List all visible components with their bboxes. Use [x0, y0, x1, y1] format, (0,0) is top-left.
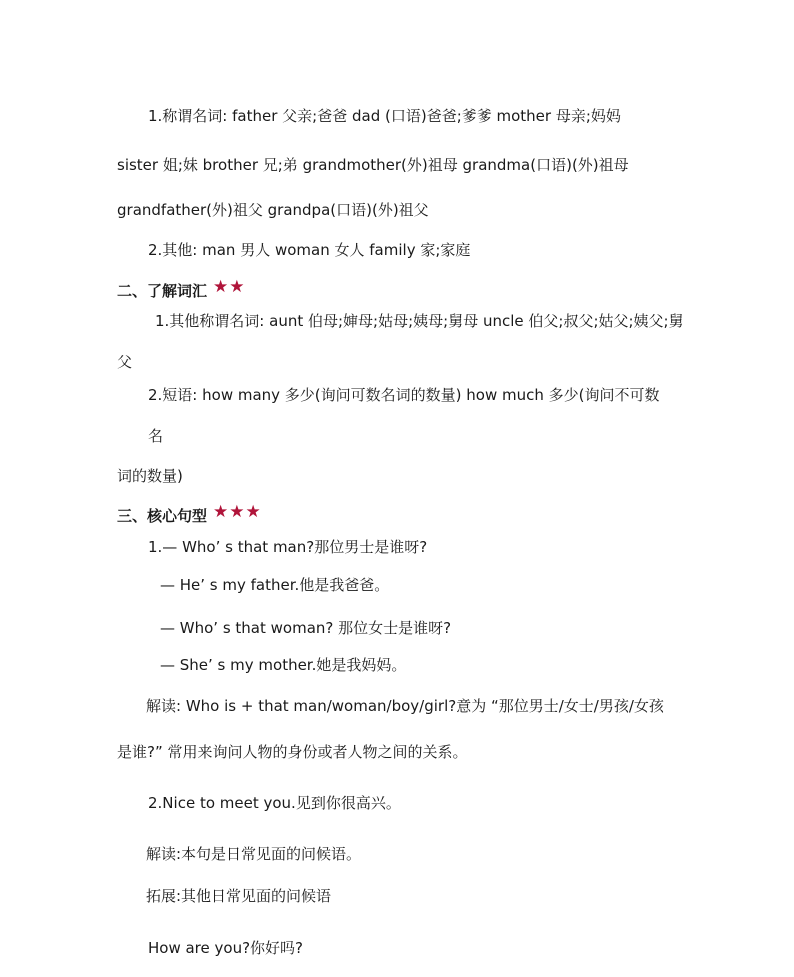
text-line: 1.— Who’ s that man?那位男士是谁呀?	[148, 538, 428, 556]
text-line: 1.其他称谓名词: aunt 伯母;婶母;姑母;姨母;舅母 uncle 伯父;叔父;姑父;姨父;舅	[155, 312, 684, 330]
text-line: — Who’ s that woman? 那位女士是谁呀?	[160, 619, 452, 637]
text-line: 解读: Who is + that man/woman/boy/girl?意为 “那位男士/女士/男孩/女孩	[146, 697, 664, 715]
star-rating: ★★	[213, 277, 246, 297]
section-heading	[117, 277, 246, 301]
text-line: — He’ s my father.他是我爸爸。	[160, 576, 390, 594]
text-line: 解读:本句是日常见面的问候语。	[146, 845, 362, 863]
text-line: How are you?你好吗?	[148, 939, 304, 957]
section-heading-title: 三、核心句型	[117, 507, 208, 525]
star-rating: ★★★	[213, 502, 262, 522]
text-line: 2.短语: how many 多少(询问可数名词的数量) how much 多少(询问不可数	[148, 386, 660, 404]
text-line: 拓展:其他日常见面的问候语	[146, 887, 332, 905]
text-line: 名	[148, 427, 164, 445]
text-line: 1.称谓名词: father 父亲;爸爸 dad (口语)爸爸;爹爹 mother 母亲;妈妈	[148, 107, 621, 125]
text-line: 2.Nice to meet you.见到你很高兴。	[148, 794, 401, 812]
text-line: sister 姐;妹 brother 兄;弟 grandmother(外)祖母 grandma(口语)(外)祖母	[117, 156, 629, 174]
section-heading	[117, 502, 262, 526]
text-line: 是谁?” 常用来询问人物的身份或者人物之间的关系。	[117, 743, 468, 761]
text-line: grandfather(外)祖父 grandpa(口语)(外)祖父	[117, 201, 429, 219]
text-line: — She’ s my mother.她是我妈妈。	[160, 656, 407, 674]
text-line: 词的数量)	[117, 467, 183, 485]
section-heading-title: 二、了解词汇	[117, 282, 208, 300]
text-line: 2.其他: man 男人 woman 女人 family 家;家庭	[148, 241, 471, 259]
text-line: 父	[117, 353, 133, 371]
